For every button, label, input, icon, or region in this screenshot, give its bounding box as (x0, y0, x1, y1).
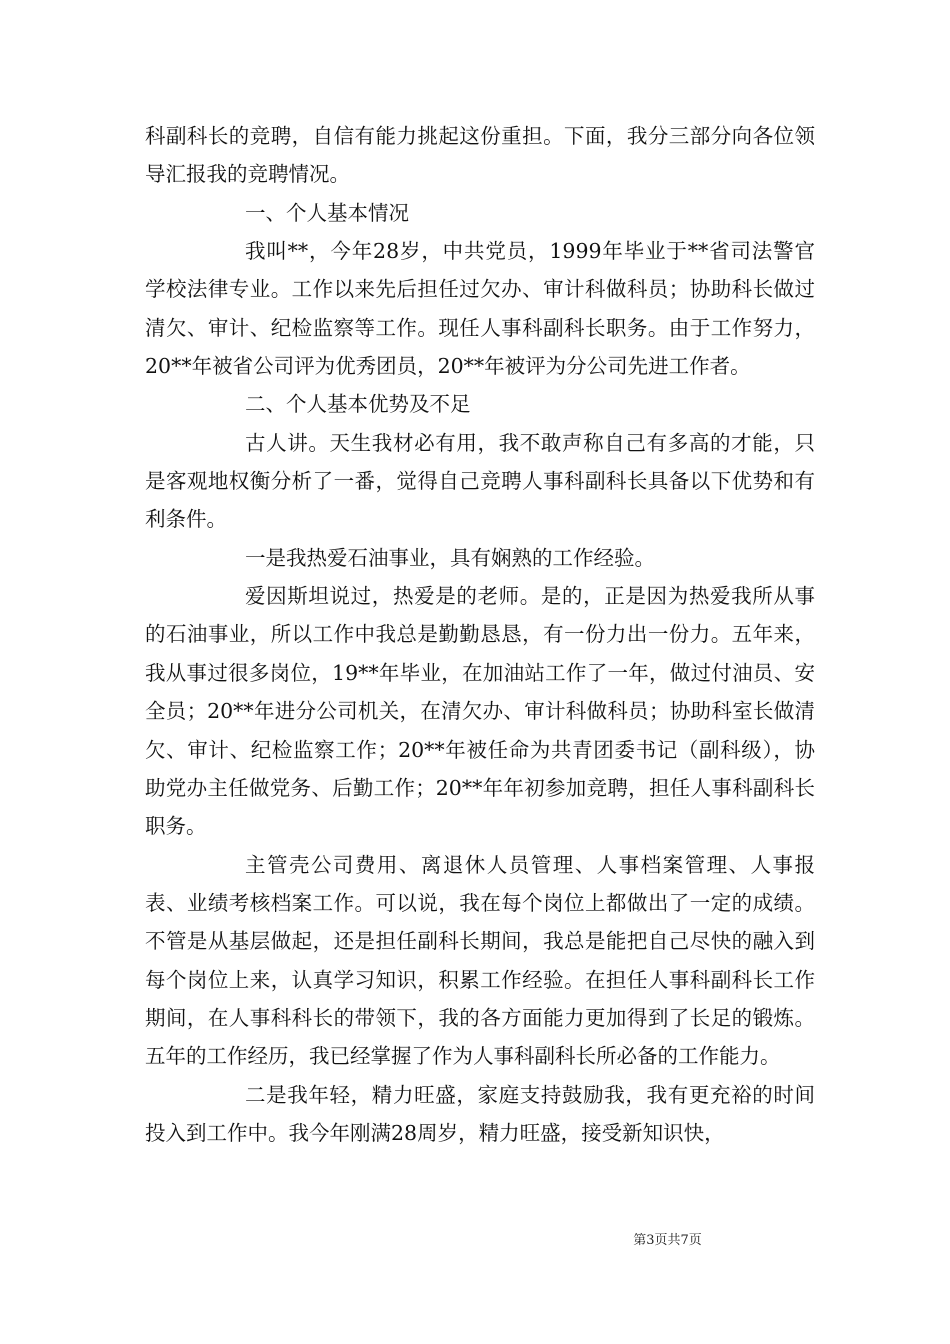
paragraph-experience: 爱因斯坦说过，热爱是的老师。是的，正是因为热爱我所从事的石油事业，所以工作中我总是勤勤恳恳，有一份力出一份力。五年来，我从事过很多岗位，19**年毕业，在加油站工作了一年，做过付油员、安全员；20**年进分公司机关，在清欠办、审计科做科员；协助科室长做清欠、审计、纪检监察工作；20**年被任命为共青团委书记（副科级），协助党办主任做党务、后勤工作；20**年年初参加竞聘，担任人事科副科长职务。 (145, 584, 815, 839)
page-footer (0, 1232, 950, 1250)
paragraph-strengths-intro: 古人讲。天生我材必有用，我不敢声称自己有多高的才能，只是客观地权衡分析了一番，觉得自己竞聘人事科副科长具备以下优势和有利条件。 (145, 430, 815, 532)
paragraph-intro-continuation: 科副科长的竞聘，自信有能力挑起这份重担。下面，我分三部分向各位领导汇报我的竞聘情况。 (145, 124, 815, 187)
page-number: 第3页共7页 (633, 1233, 702, 1248)
paragraph-basic-info: 我叫**，今年28岁，中共党员，1999年毕业于**省司法警官学校法律专业。工作以来先后担任过欠办、审计科做科员；协助科长做过清欠、审计、纪检监察等工作。现任人事科副科长职务。由于工作努力，20**年被省公司评为优秀团员，20**年被评为分公司先进工作者。 (145, 239, 815, 379)
paragraph-point-one: 一是我热爱石油事业，具有娴熟的工作经验。 (245, 545, 655, 570)
section-heading-basic-info: 一、个人基本情况 (245, 200, 409, 225)
section-heading-strengths: 二、个人基本优势及不足 (245, 392, 471, 417)
paragraph-responsibilities: 主管壳公司费用、离退休人员管理、人事档案管理、人事报表、业绩考核档案工作。可以说，我在每个岗位上都做出了一定的成绩。不管是从基层做起，还是担任副科长期间，我总是能把自己尽快的融入到每个岗位上来，认真学习知识，积累工作经验。在担任人事科副科长工作期间，在人事科科长的带领下，我的各方面能力更加得到了长足的锻炼。五年的工作经历，我已经掌握了作为人事科副科长所必备的工作能力。 (145, 852, 815, 1069)
paragraph-point-two: 二是我年轻，精力旺盛，家庭支持鼓励我，我有更充裕的时间投入到工作中。我今年刚满28周岁，精力旺盛，接受新知识快， (145, 1082, 815, 1145)
document-body (145, 117, 815, 1152)
